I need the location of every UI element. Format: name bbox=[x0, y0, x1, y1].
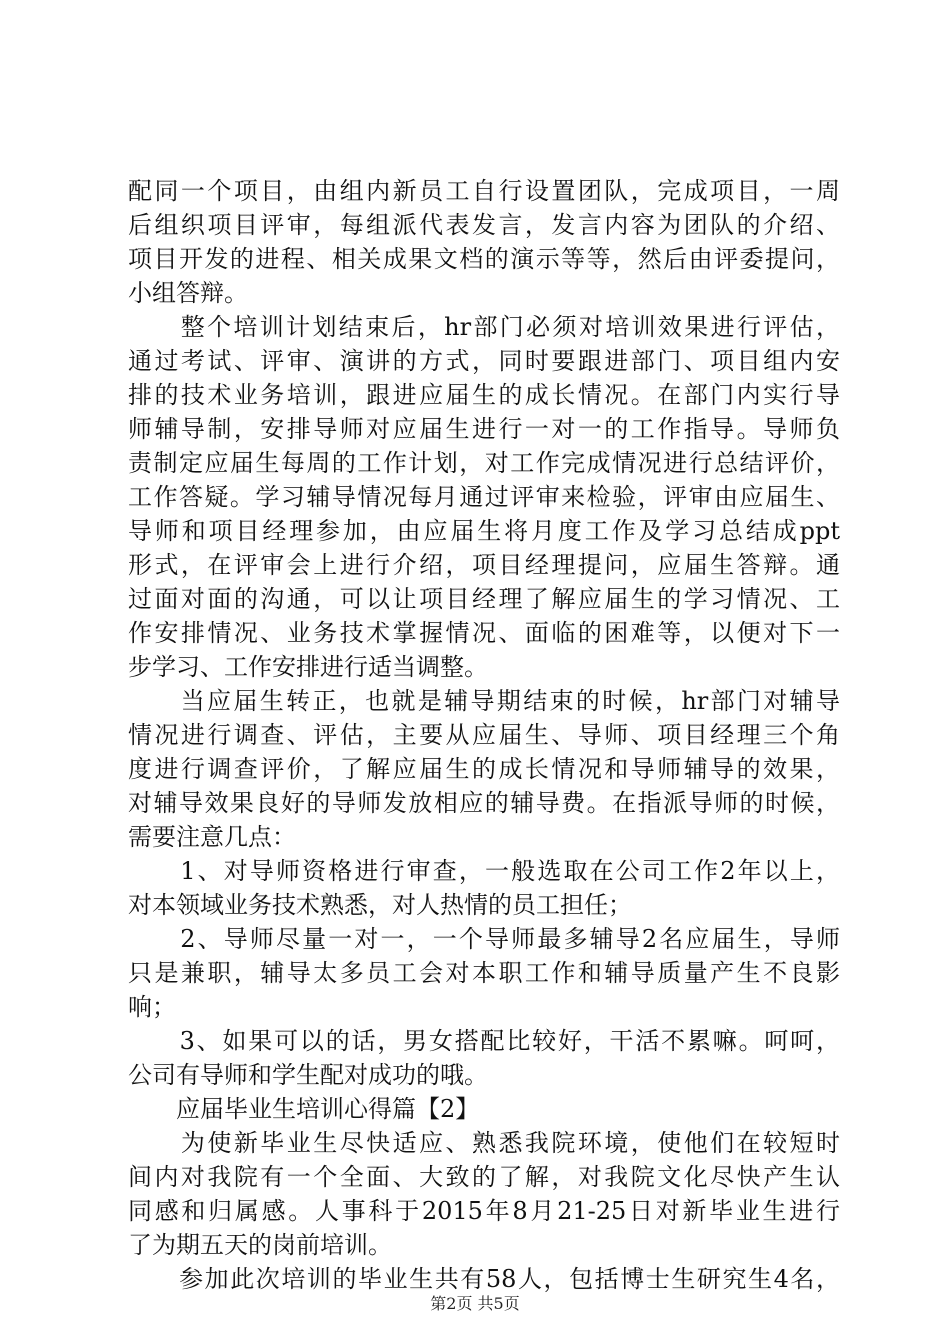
text-line: 步学习、工作安排进行适当调整。 bbox=[128, 653, 488, 681]
text-line: 对本领域业务技术熟悉，对人热情的员工担任； bbox=[128, 891, 632, 919]
text-line: 应届毕业生培训心得篇【2】 bbox=[128, 1095, 480, 1123]
text-line: 需要注意几点： bbox=[128, 823, 296, 851]
page-footer: 第2页 共5页 bbox=[430, 1294, 520, 1313]
text-line: 后组织项目评审，每组派代表发言，发言内容为团队的介绍、 bbox=[128, 211, 840, 239]
text-line: 公司有导师和学生配对成功的哦。 bbox=[128, 1061, 488, 1089]
text-line: 小组答辩。 bbox=[128, 279, 248, 307]
text-line: 形式，在评审会上进行介绍，项目经理提问，应届生答辩。通 bbox=[128, 551, 840, 579]
text-line: 整个培训计划结束后，hr部门必须对培训效果进行评估， bbox=[128, 313, 840, 341]
text-line: 师辅导制，安排导师对应届生进行一对一的工作指导。导师负 bbox=[128, 415, 840, 443]
text-line: 导师和项目经理参加，由应届生将月度工作及学习总结成ppt bbox=[128, 517, 840, 545]
text-line: 配同一个项目，由组内新员工自行设置团队，完成项目，一周 bbox=[128, 177, 840, 205]
text-line: 了为期五天的岗前培训。 bbox=[128, 1231, 392, 1259]
text-line: 通过考试、评审、演讲的方式，同时要跟进部门、项目组内安 bbox=[128, 347, 840, 375]
text-line: 3、如果可以的话，男女搭配比较好，干活不累嘛。呵呵， bbox=[128, 1027, 840, 1055]
text-line: 度进行调查评价，了解应届生的成长情况和导师辅导的效果， bbox=[128, 755, 840, 783]
text-line: 工作答疑。学习辅导情况每月通过评审来检验，评审由应届生、 bbox=[128, 483, 840, 511]
text-line: 情况进行调查、评估，主要从应届生、导师、项目经理三个角 bbox=[128, 721, 840, 749]
text-line: 排的技术业务培训，跟进应届生的成长情况。在部门内实行导 bbox=[128, 381, 840, 409]
text-line: 为使新毕业生尽快适应、熟悉我院环境，使他们在较短时 bbox=[128, 1129, 840, 1157]
text-line: 当应届生转正，也就是辅导期结束的时候，hr部门对辅导 bbox=[128, 687, 840, 715]
text-line: 参加此次培训的毕业生共有58人，包括博士生研究生4名， bbox=[128, 1265, 840, 1293]
text-line: 1、对导师资格进行审查，一般选取在公司工作2年以上， bbox=[128, 857, 840, 885]
text-line: 同感和归属感。人事科于2015年8月21-25日对新毕业生进行 bbox=[128, 1197, 840, 1225]
text-line: 响； bbox=[128, 993, 176, 1021]
text-line: 作安排情况、业务技术掌握情况、面临的困难等，以便对下一 bbox=[128, 619, 840, 647]
text-line: 过面对面的沟通，可以让项目经理了解应届生的学习情况、工 bbox=[128, 585, 840, 613]
text-line: 对辅导效果良好的导师发放相应的辅导费。在指派导师的时候， bbox=[128, 789, 840, 817]
text-line: 只是兼职，辅导太多员工会对本职工作和辅导质量产生不良影 bbox=[128, 959, 840, 987]
text-line: 间内对我院有一个全面、大致的了解，对我院文化尽快产生认 bbox=[128, 1163, 840, 1191]
text-line: 项目开发的进程、相关成果文档的演示等等，然后由评委提问， bbox=[128, 245, 840, 273]
document-body bbox=[128, 174, 840, 1296]
text-line: 2、导师尽量一对一，一个导师最多辅导2名应届生，导师 bbox=[128, 925, 840, 953]
text-line: 责制定应届生每周的工作计划，对工作完成情况进行总结评价， bbox=[128, 449, 840, 477]
